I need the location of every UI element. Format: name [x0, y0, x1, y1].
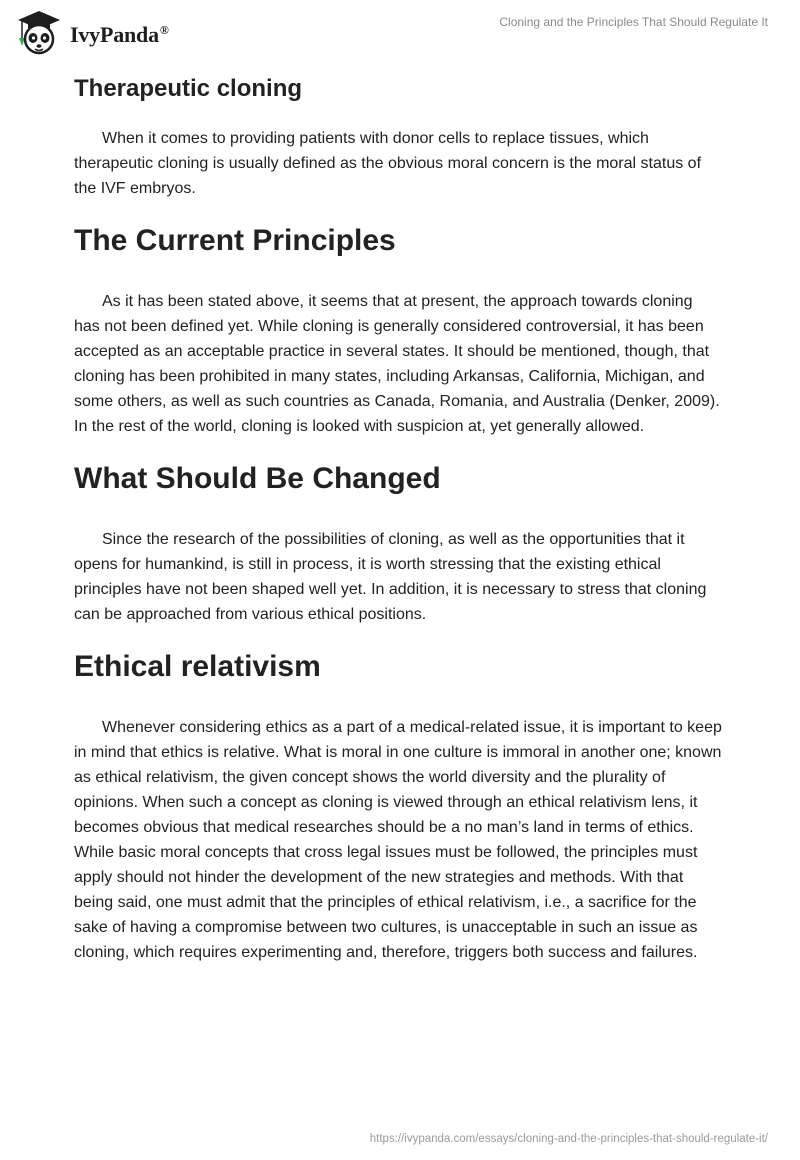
- section-paragraph-therapeutic-cloning: When it comes to providing patients with donor cells to replace tissues, which therapeutic cloning is usually defined as the obvious moral concern is the moral status of the IVF embryos.: [74, 130, 702, 197]
- registered-mark: ®: [159, 22, 169, 37]
- source-url-link[interactable]: https://ivypanda.com/essays/cloning-and-the-principles-that-should-regulate-it/: [369, 1133, 768, 1145]
- site-logo[interactable]: [14, 8, 169, 58]
- section-paragraph-current-principles: As it has been stated above, it seems that at present, the approach towards cloning has not been defined yet. While cloning is generally considered controversial, it has been accepted as an acceptable practice in several states. It should be mentioned, though, that cloning has been prohibited in many states, including Arkansas, California, Michigan, and some others, as well as such countries as Canada, Romania, and Australia (Denker, 2009). In the rest of the world, cloning is looked with suspicion at, yet generally allowed.: [74, 293, 720, 435]
- panda-graduate-icon: [14, 8, 64, 58]
- document-title-header: Cloning and the Principles That Should Regulate It: [499, 15, 768, 29]
- article-body: [74, 72, 722, 965]
- section-heading-ethical-relativism: Ethical relativism: [74, 650, 321, 683]
- section-heading-current-principles: The Current Principles: [74, 224, 396, 257]
- section-paragraph-what-should-be-changed: Since the research of the possibilities of cloning, as well as the opportunities that it opens for humankind, is still in process, it is worth stressing that the existing ethical principles have not been shaped well yet. In addition, it is necessary to stress that cloning can be approached from various ethical positions.: [74, 531, 707, 623]
- brand-name: IvyPanda®: [70, 22, 169, 47]
- section-heading-therapeutic-cloning: Therapeutic cloning: [74, 75, 303, 102]
- section-heading-what-should-be-changed: What Should Be Changed: [74, 462, 441, 495]
- section-paragraph-ethical-relativism: Whenever considering ethics as a part of a medical-related issue, it is important to keep in mind that ethics is relative. What is moral in one culture is immoral in another one; known as ethical relativism, the given concept shows the world diversity and the plurality of opinions. When such a concept as cloning is viewed through an ethical relativism lens, it becomes obvious that medical researches should be a no man’s land in terms of ethics. While basic moral concepts that cross legal issues must be followed, the principles must apply should not hinder the development of the new strategies and methods. With that being said, one must admit that the principles of ethical relativism, i.e., a sacrifice for the sake of having a compromise between two cultures, is unacceptable in such an issue as cloning, which requires experimenting and, therefore, triggers both success and failures.: [74, 719, 722, 961]
